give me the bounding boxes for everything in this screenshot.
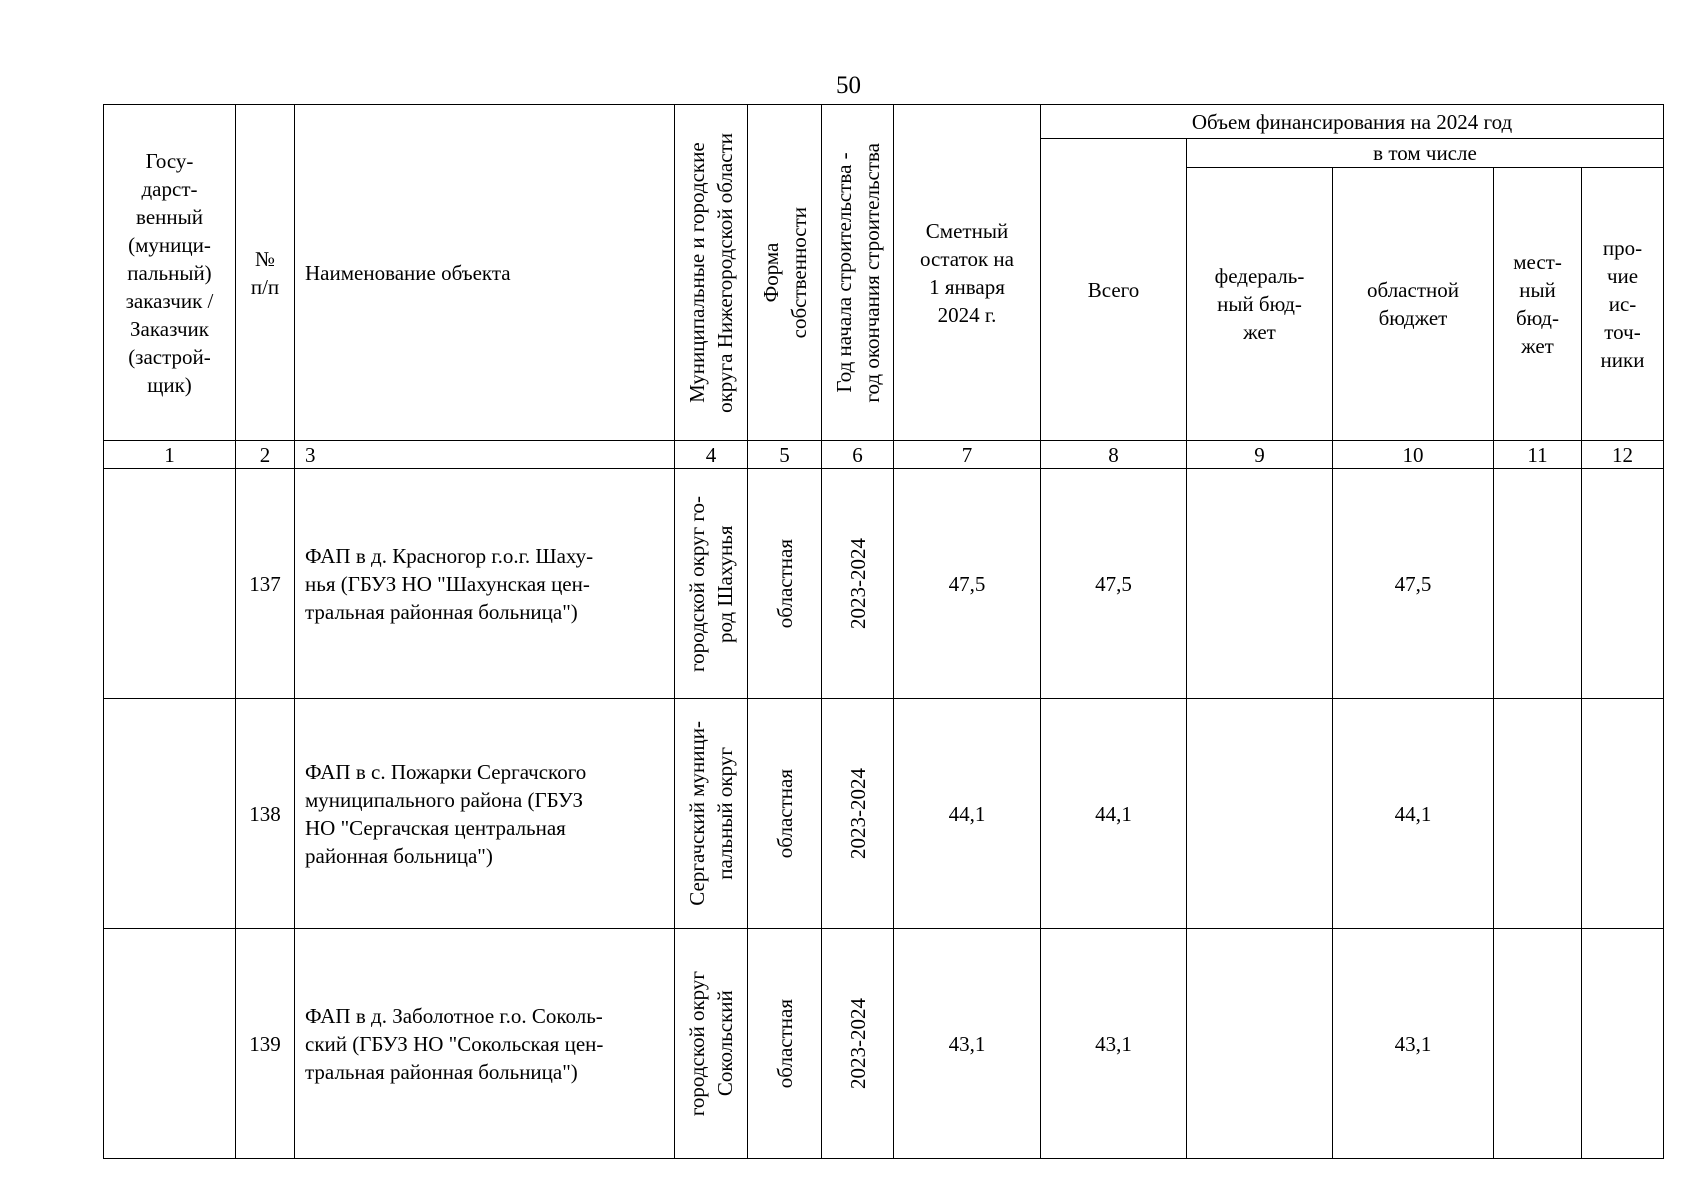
row-ownership (748, 699, 822, 929)
row-estimate: 47,5 (894, 469, 1041, 699)
row-federal (1187, 929, 1333, 1159)
column-number: 4 (675, 441, 748, 469)
header-local: мест- ный бюд- жет (1494, 168, 1582, 441)
header-municipality (675, 105, 748, 441)
row-years (822, 699, 894, 929)
row-years-text: 2023-2024 (845, 538, 870, 629)
column-number: 3 (295, 441, 675, 469)
row-municipality (675, 469, 748, 699)
row-other (1582, 469, 1664, 699)
row-years (822, 929, 894, 1159)
row-years-text: 2023-2024 (845, 768, 870, 859)
row-municipality (675, 929, 748, 1159)
row-number: 137 (236, 469, 295, 699)
row-object-name: ФАП в д. Заболотное г.о. Соколь- ский (ГБУЗ НО "Сокольская цен- тральная районная больница") (295, 929, 675, 1159)
header-regional: областной бюджет (1333, 168, 1494, 441)
header-ownership-text: Форма собственности (758, 206, 811, 339)
row-federal (1187, 699, 1333, 929)
column-number: 7 (894, 441, 1041, 469)
column-number: 2 (236, 441, 295, 469)
row-customer (104, 929, 236, 1159)
column-number: 6 (822, 441, 894, 469)
column-number: 8 (1041, 441, 1187, 469)
row-estimate: 43,1 (894, 929, 1041, 1159)
page-number: 50 (836, 72, 861, 99)
column-number: 9 (1187, 441, 1333, 469)
row-years (822, 469, 894, 699)
column-number: 11 (1494, 441, 1582, 469)
row-estimate: 44,1 (894, 699, 1041, 929)
column-number: 10 (1333, 441, 1494, 469)
row-years-text: 2023-2024 (845, 998, 870, 1089)
row-municipality-text: городской округ Сокольский (685, 970, 737, 1117)
header-total: Всего (1041, 139, 1187, 441)
row-ownership-text: областная (772, 998, 797, 1089)
column-number: 5 (748, 441, 822, 469)
row-total: 43,1 (1041, 929, 1187, 1159)
row-local (1494, 699, 1582, 929)
table-row (104, 929, 1664, 1159)
row-municipality (675, 699, 748, 929)
header-federal: федераль- ный бюд- жет (1187, 168, 1333, 441)
column-number-row (104, 441, 1664, 469)
header-estimate: Сметный остаток на 1 января 2024 г. (894, 105, 1041, 441)
row-customer (104, 699, 236, 929)
funding-table (103, 104, 1664, 1159)
row-number: 139 (236, 929, 295, 1159)
header-including: в том числе (1187, 139, 1664, 168)
row-federal (1187, 469, 1333, 699)
table-row (104, 699, 1664, 929)
table-row (104, 469, 1664, 699)
row-other (1582, 699, 1664, 929)
row-total: 47,5 (1041, 469, 1187, 699)
row-other (1582, 929, 1664, 1159)
row-regional: 43,1 (1333, 929, 1494, 1159)
row-ownership (748, 469, 822, 699)
row-local (1494, 469, 1582, 699)
header-municipality-text: Муниципальные и городские округа Нижегородской области (685, 132, 737, 413)
header-ownership (748, 105, 822, 441)
header-number: № п/п (236, 105, 295, 441)
row-total: 44,1 (1041, 699, 1187, 929)
column-number: 1 (104, 441, 236, 469)
row-number: 138 (236, 699, 295, 929)
header-customer: Госу- дарст- венный (муници- пальный) заказчик / Заказчик (застрой- щик) (104, 105, 236, 441)
row-municipality-text: городской округ го- род Шахунья (685, 495, 737, 672)
row-municipality-text: Сергачский муници- пальный округ (685, 721, 737, 906)
header-other: про- чие ис- точ- ники (1582, 168, 1664, 441)
header-years-text: Год начала строительства - год окончания строительства (831, 142, 884, 403)
row-regional: 47,5 (1333, 469, 1494, 699)
row-ownership-text: областная (772, 538, 797, 629)
row-local (1494, 929, 1582, 1159)
column-number: 12 (1582, 441, 1664, 469)
row-object-name: ФАП в д. Красногор г.о.г. Шаху- нья (ГБУЗ НО "Шахунская цен- тральная районная больница") (295, 469, 675, 699)
row-customer (104, 469, 236, 699)
row-object-name: ФАП в с. Пожарки Сергачского муниципального района (ГБУЗ НО "Сергачская центральная районная больница") (295, 699, 675, 929)
header-object-name: Наименование объекта (295, 105, 675, 441)
row-ownership-text: областная (772, 768, 797, 859)
header-funding-group: Объем финансирования на 2024 год (1041, 105, 1664, 139)
header-years (822, 105, 894, 441)
row-ownership (748, 929, 822, 1159)
row-regional: 44,1 (1333, 699, 1494, 929)
